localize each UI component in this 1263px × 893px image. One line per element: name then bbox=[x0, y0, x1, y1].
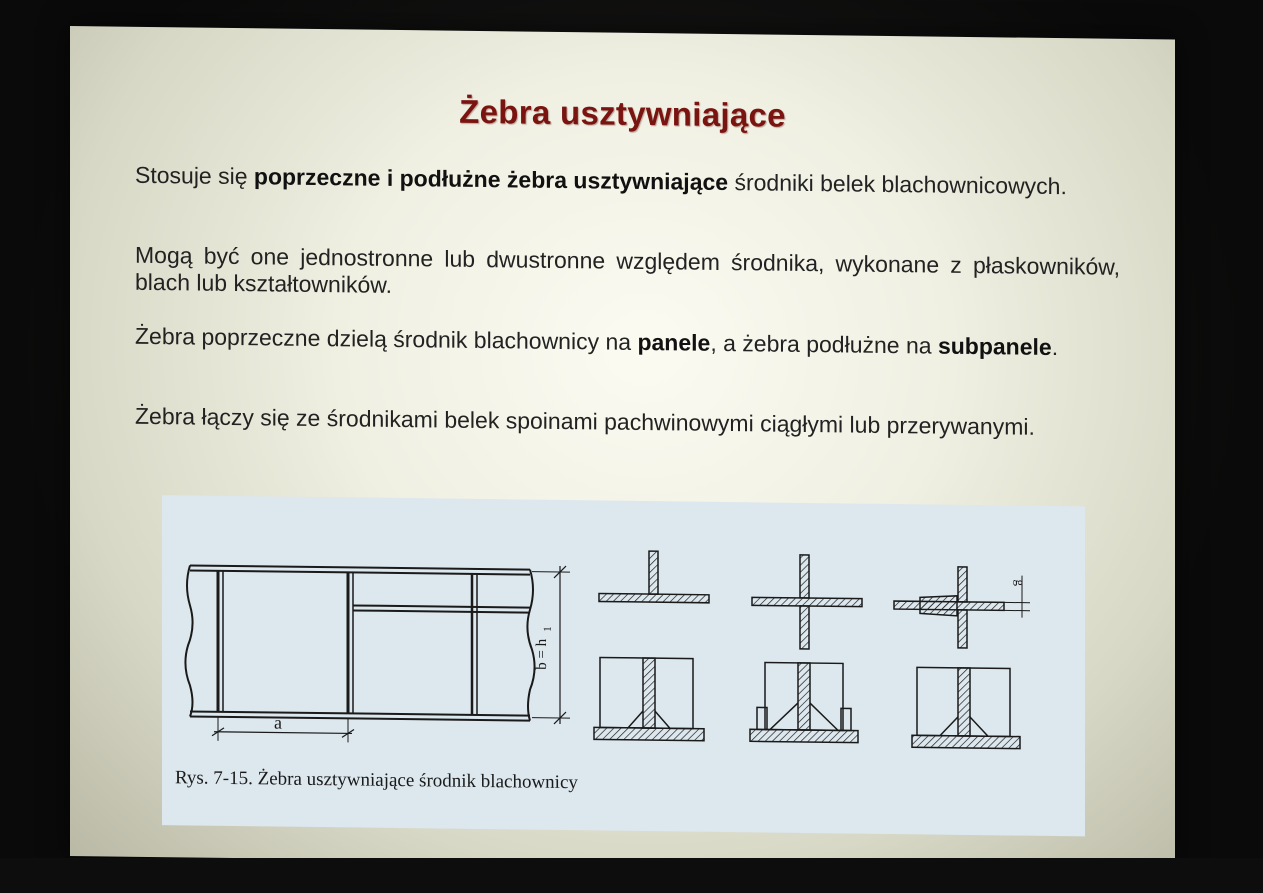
paragraph-3-segment-3: , a żebra podłużne na bbox=[710, 329, 938, 359]
paragraph-3-segment-4: subpanele bbox=[937, 332, 1052, 360]
weld-detail-2 bbox=[750, 662, 858, 742]
section-one-sided bbox=[599, 550, 709, 602]
paragraph-3-segment-1: Żebra poprzeczne dzielą środnik blachownicy na bbox=[135, 322, 638, 355]
paragraph-1-segment-1: Stosuje się bbox=[135, 161, 254, 190]
paragraph-1-segment-2: poprzeczne i podłużne żebra usztywniające bbox=[253, 163, 729, 196]
dimension-height-subscript: 1 bbox=[542, 626, 554, 632]
paragraph-1 bbox=[135, 162, 1120, 201]
paragraph-3-segment-2: panele bbox=[637, 328, 711, 356]
dimension-height-label: b = h bbox=[534, 638, 550, 670]
paragraph-4 bbox=[135, 403, 1120, 442]
dimension-a-label: a bbox=[274, 712, 282, 733]
weld-detail-1 bbox=[594, 657, 704, 740]
bottom-dark-strip bbox=[0, 858, 1263, 893]
presentation-slide bbox=[70, 26, 1175, 870]
paragraph-1-segment-3: środniki belek blachownicowych. bbox=[728, 169, 1067, 200]
girder-elevation bbox=[185, 561, 570, 745]
paragraph-2 bbox=[135, 242, 1120, 308]
figure-caption: Rys. 7-15. Żebra usztywniające środnik blachownicy bbox=[175, 767, 578, 794]
paragraph-3-segment-5: . bbox=[1051, 333, 1059, 361]
gap-g-label: g bbox=[1013, 579, 1028, 587]
paragraph-3 bbox=[135, 323, 1120, 362]
section-lapped bbox=[894, 566, 1030, 649]
weld-detail-3 bbox=[912, 667, 1020, 748]
dimension-height-label-group bbox=[534, 626, 554, 670]
paragraph-4-segment-1: Żebra łączy się ze środnikami belek spoinami pachwinowymi ciągłymi lub przerywanymi. bbox=[135, 402, 1035, 440]
slide-title: Żebra usztywniające bbox=[459, 92, 786, 134]
section-two-sided bbox=[752, 554, 862, 649]
paragraph-2-segment-1: Mogą być one jednostronne lub dwustronne względem środnika, wykonane z płaskowników, blach lub kształtowników. bbox=[135, 241, 1120, 298]
